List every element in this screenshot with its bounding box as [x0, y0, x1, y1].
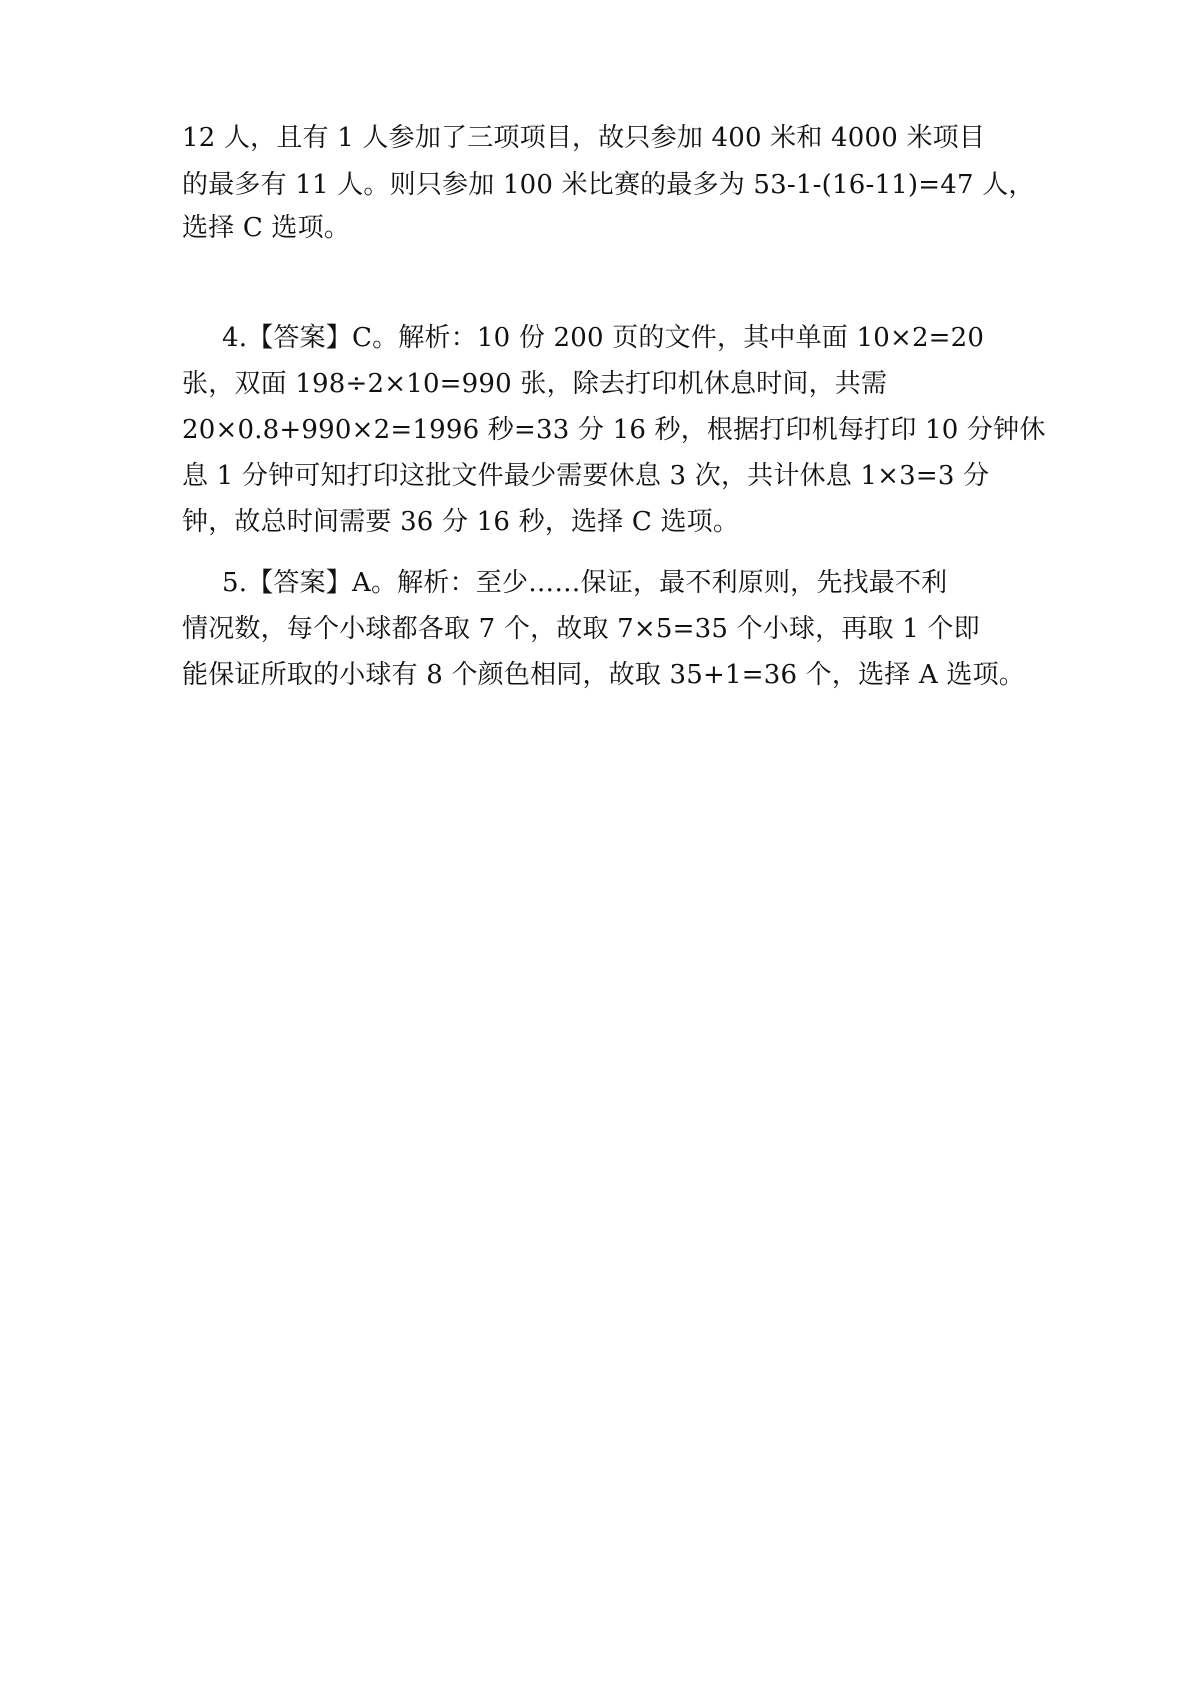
text-line: 20×0.8+990×2=1996 秒=33 分 16 秒，根据打印机每打印 10 分钟休	[182, 415, 1046, 445]
text-line: 张，双面 198÷2×10=990 张，除去打印机休息时间，共需	[182, 369, 888, 399]
text-line: 情况数，每个小球都各取 7 个，故取 7×5=35 个小球，再取 1 个即	[182, 614, 980, 644]
text-line: 4.【答案】C。解析：10 份 200 页的文件，其中单面 10×2=20	[222, 323, 985, 353]
text-line: 能保证所取的小球有 8 个颜色相同，故取 35+1=36 个，选择 A 选项。	[182, 660, 1025, 690]
text-line: 选择 C 选项。	[182, 213, 351, 243]
text-line: 的最多有 11 人。则只参加 100 米比赛的最多为 53-1-(16-11)=47 人，	[182, 170, 1035, 200]
text-line: 12 人，且有 1 人参加了三项项目，故只参加 400 米和 4000 米项目	[182, 123, 986, 153]
text-line: 息 1 分钟可知打印这批文件最少需要休息 3 次，共计休息 1×3=3 分	[182, 461, 990, 491]
text-line: 5.【答案】A。解析：至少……保证，最不利原则，先找最不利	[222, 568, 948, 598]
text-line: 钟，故总时间需要 36 分 16 秒，选择 C 选项。	[182, 507, 740, 537]
